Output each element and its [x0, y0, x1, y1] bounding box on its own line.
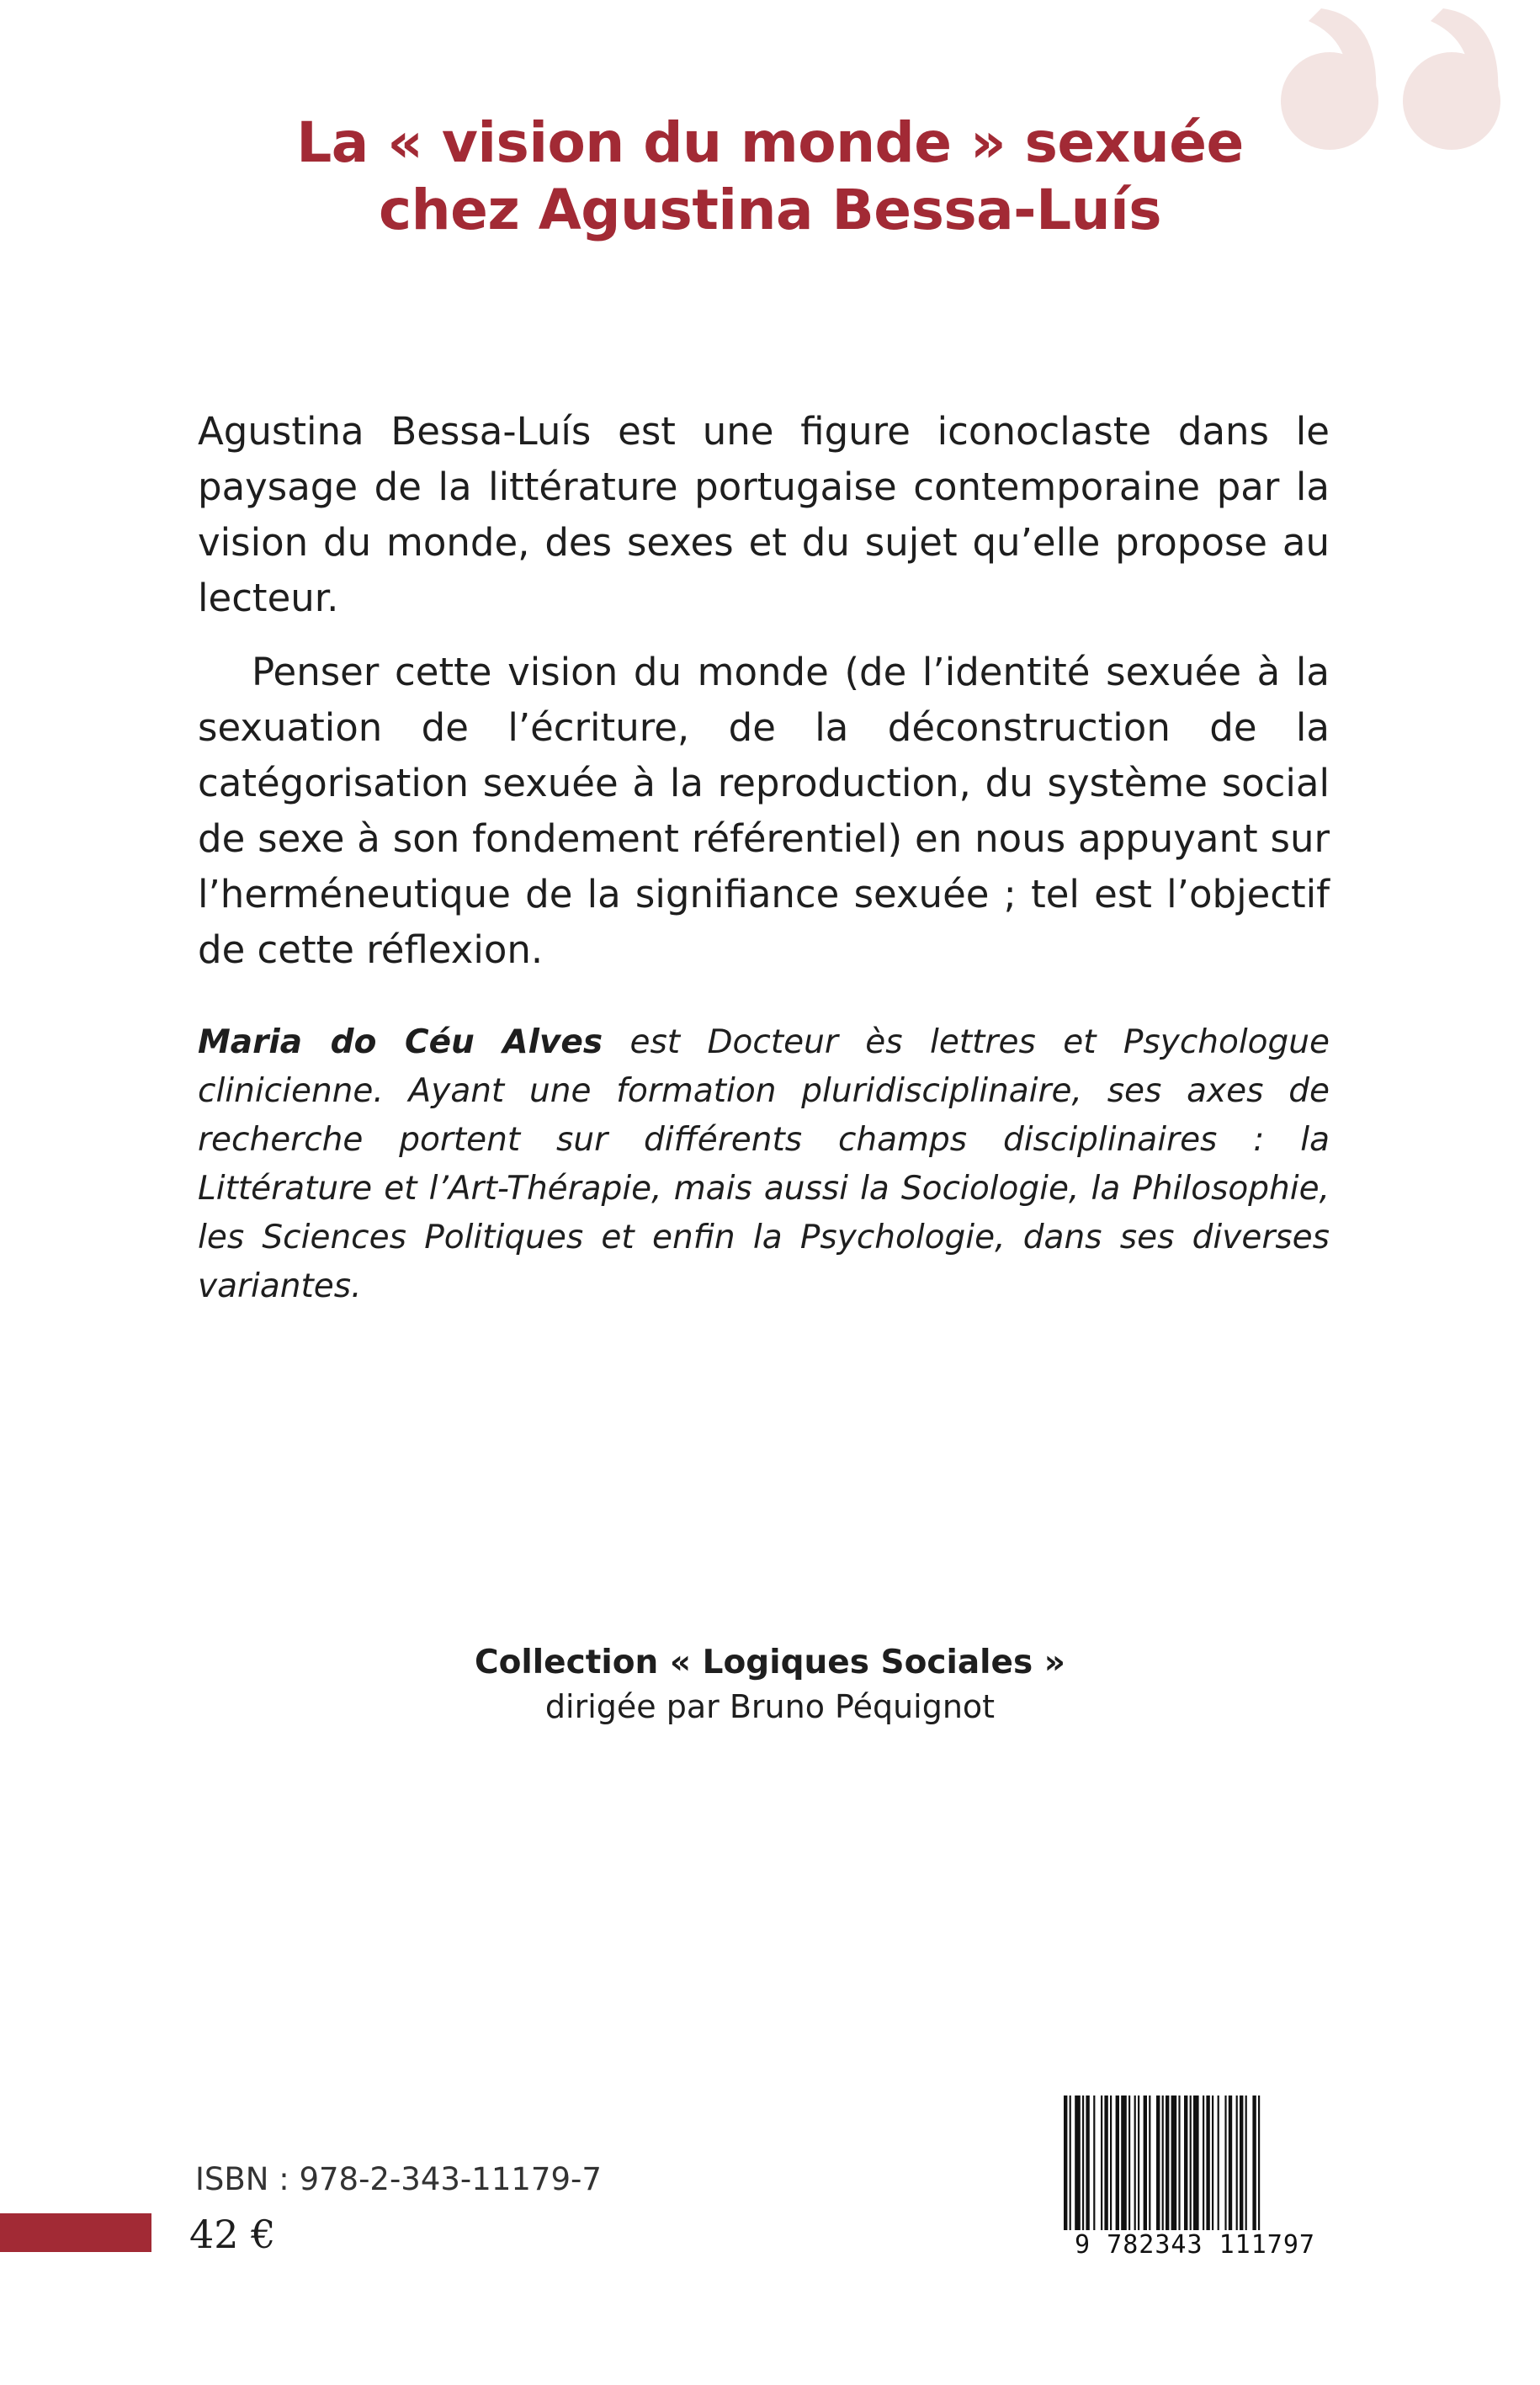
barcode-bar — [1229, 2096, 1232, 2230]
barcode-bar — [1236, 2096, 1238, 2230]
barcode-bar — [1082, 2096, 1084, 2230]
barcode-bar — [1206, 2096, 1209, 2230]
barcode-bar — [1138, 2096, 1139, 2230]
barcode-bar — [1224, 2096, 1226, 2230]
barcode-bar — [1190, 2096, 1192, 2230]
isbn-label: ISBN : 978-2-343-11179-7 — [195, 2161, 602, 2197]
summary-paragraph-1: Agustina Bessa-Luís est une figure iconoclaste dans le paysage de la littérature portugaise contemporaine par la vision du monde, des sexes et du sujet qu’elle propose au lecteur. — [198, 409, 1330, 620]
barcode-bar — [1144, 2096, 1147, 2230]
barcode-bar — [1116, 2096, 1119, 2230]
barcode-bar — [1075, 2096, 1081, 2230]
author-name: Maria do Céu Alves — [198, 1023, 603, 1061]
barcode-bar — [1240, 2096, 1243, 2230]
barcode-bar — [1178, 2096, 1180, 2230]
collection-director: dirigée par Bruno Péquignot — [544, 1688, 996, 1725]
author-bio — [198, 1018, 1330, 1311]
barcode-bar — [1093, 2096, 1095, 2230]
summary-paragraph-2: Penser cette vision du monde (de l’identité sexuée à la sexuation de l’écriture, de la déconstruction de la catégorisation sexuée à la reproduction, du système social de sexe à son fondement référentiel) en nous appuyant sur l’herméneutique de la signifiance sexuée ; tel est l’objectif de cette réflexion. — [198, 650, 1330, 972]
accent-band — [0, 2213, 151, 2252]
barcode-bar — [1258, 2096, 1260, 2230]
barcode-bar — [1171, 2096, 1177, 2230]
barcode-bar — [1156, 2096, 1160, 2230]
barcode-bar — [1104, 2096, 1107, 2230]
barcode-bar — [1110, 2096, 1112, 2230]
book-title-line-2: chez Agustina Bessa-Luís — [378, 178, 1162, 242]
book-title-line-1: La « vision du monde » sexuée — [296, 110, 1244, 175]
barcode-bar — [1252, 2096, 1256, 2230]
barcode-bar — [1166, 2096, 1169, 2230]
author-bio-text: est Docteur ès lettres et Psychologue clinicienne. Ayant une formation pluridisciplinaire, ses axes de recherche portent sur différents champs disciplinaires : la Littérature et l’Art-Thérapie, mais aussi la Sociologie, la Philosophie, les Sciences Politiques et enfin la Psychologie, dans ses diverses variantes. — [198, 1023, 1330, 1305]
barcode-bar — [1064, 2096, 1067, 2230]
barcode-bar — [1218, 2096, 1219, 2230]
barcode-bar — [1162, 2096, 1164, 2230]
barcode-bar — [1086, 2096, 1089, 2230]
barcode-bar — [1245, 2096, 1247, 2230]
barcode-bar — [1128, 2096, 1130, 2230]
price-label: 42 € — [189, 2212, 276, 2257]
barcode-bar — [1212, 2096, 1213, 2230]
barcode-bar — [1134, 2096, 1136, 2230]
collection-name: Collection « Logiques Sociales » — [475, 1644, 1065, 1681]
barcode-bar — [1101, 2096, 1102, 2230]
barcode-bar — [1184, 2096, 1187, 2230]
book-title — [0, 109, 1540, 244]
barcode-bar — [1121, 2096, 1127, 2230]
barcode-bar — [1203, 2096, 1204, 2230]
barcode-bar — [1193, 2096, 1199, 2230]
barcode-digits: 9 782343 111797 — [1056, 2230, 1334, 2260]
collection-info — [0, 1641, 1540, 1729]
barcode-bar — [1149, 2096, 1150, 2230]
book-summary — [198, 404, 1330, 996]
barcode-bar — [1070, 2096, 1071, 2230]
